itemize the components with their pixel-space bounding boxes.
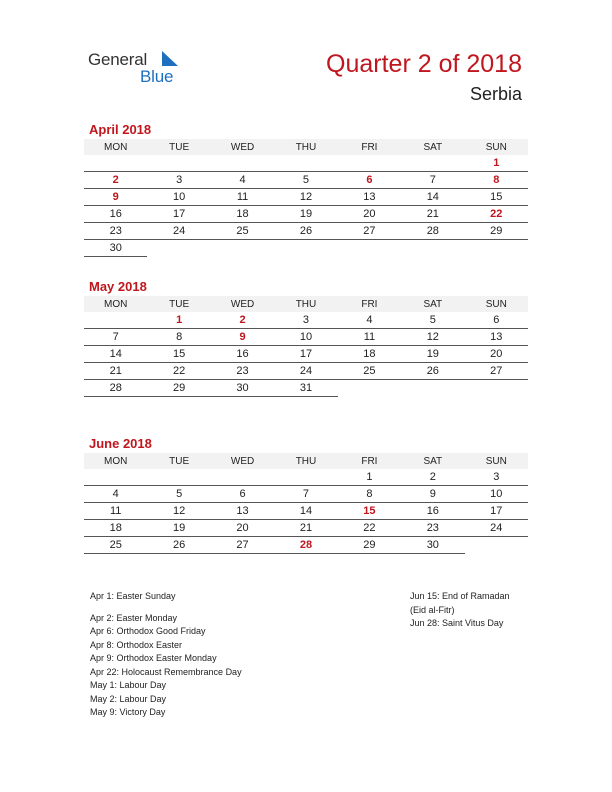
brand-logo xyxy=(88,50,188,90)
day-cell: 8 xyxy=(338,486,401,503)
holiday-note: Apr 6: Orthodox Good Friday xyxy=(90,626,206,636)
page-title: Quarter 2 of 2018 xyxy=(326,50,522,78)
day-cell: 22 xyxy=(465,206,528,223)
weekday-header: SAT xyxy=(401,139,464,155)
day-cell: 28 xyxy=(274,537,337,554)
weekday-header: FRI xyxy=(338,453,401,469)
day-cell: 23 xyxy=(211,363,274,380)
week-row xyxy=(84,363,528,380)
day-cell: 10 xyxy=(465,486,528,503)
brand-word-general: General xyxy=(88,50,148,69)
weekday-header: SUN xyxy=(465,453,528,469)
day-cell: 24 xyxy=(465,520,528,537)
holiday-note: May 9: Victory Day xyxy=(90,707,166,717)
weekday-header: THU xyxy=(274,296,337,312)
day-cell: 10 xyxy=(147,189,210,206)
day-cell: 5 xyxy=(274,172,337,189)
day-cell: 25 xyxy=(338,363,401,380)
weekday-header: WED xyxy=(211,296,274,312)
day-cell: 18 xyxy=(211,206,274,223)
holiday-note: Apr 22: Holocaust Remembrance Day xyxy=(90,666,242,677)
weekday-header: TUE xyxy=(147,453,210,469)
day-cell: 2 xyxy=(401,469,464,486)
day-cell: 29 xyxy=(465,223,528,240)
day-cell: 4 xyxy=(84,486,147,503)
empty-cell xyxy=(401,155,464,172)
day-cell: 20 xyxy=(465,346,528,363)
weekday-header: MON xyxy=(84,296,147,312)
empty-cell xyxy=(401,380,464,397)
day-cell: 19 xyxy=(274,206,337,223)
week-row xyxy=(84,172,528,189)
month-block-april xyxy=(84,121,528,257)
weekday-header: WED xyxy=(211,139,274,155)
weekday-header: FRI xyxy=(338,139,401,155)
month-title: May 2018 xyxy=(89,279,147,294)
week-row xyxy=(84,380,528,397)
month-block-june xyxy=(84,435,528,554)
day-cell: 16 xyxy=(401,503,464,520)
day-cell: 2 xyxy=(84,172,147,189)
empty-cell xyxy=(465,537,528,554)
day-cell: 12 xyxy=(147,503,210,520)
calendar-grid xyxy=(84,453,528,554)
holiday-note: Apr 8: Orthodox Easter xyxy=(90,639,183,650)
day-cell: 1 xyxy=(465,155,528,172)
day-cell: 25 xyxy=(84,537,147,554)
weekday-header-row xyxy=(84,139,528,155)
weekday-header: SAT xyxy=(401,453,464,469)
weekday-header: THU xyxy=(274,453,337,469)
week-row xyxy=(84,223,528,240)
day-cell: 8 xyxy=(465,172,528,189)
weekday-header: WED xyxy=(211,453,274,469)
week-row xyxy=(84,189,528,206)
day-cell: 17 xyxy=(147,206,210,223)
empty-cell xyxy=(274,469,337,486)
day-cell: 6 xyxy=(338,172,401,189)
week-row xyxy=(84,155,528,172)
day-cell: 25 xyxy=(211,223,274,240)
day-cell: 20 xyxy=(211,520,274,537)
day-cell: 29 xyxy=(147,380,210,397)
day-cell: 13 xyxy=(211,503,274,520)
day-cell: 11 xyxy=(338,329,401,346)
day-cell: 31 xyxy=(274,380,337,397)
day-cell: 24 xyxy=(147,223,210,240)
empty-cell xyxy=(84,155,147,172)
flag-icon xyxy=(158,51,180,67)
weekday-header-row xyxy=(84,453,528,469)
day-cell: 4 xyxy=(211,172,274,189)
day-cell: 15 xyxy=(338,503,401,520)
empty-cell xyxy=(274,155,337,172)
day-cell: 11 xyxy=(211,189,274,206)
day-cell: 28 xyxy=(401,223,464,240)
day-cell: 6 xyxy=(211,486,274,503)
day-cell: 30 xyxy=(84,240,147,257)
weekday-header: SAT xyxy=(401,296,464,312)
calendar-grid xyxy=(84,296,528,397)
day-cell: 7 xyxy=(274,486,337,503)
weekday-header: TUE xyxy=(147,296,210,312)
day-cell: 26 xyxy=(401,363,464,380)
empty-cell xyxy=(401,240,464,257)
weekday-header-row xyxy=(84,296,528,312)
empty-cell xyxy=(338,380,401,397)
day-cell: 7 xyxy=(401,172,464,189)
weekday-header: THU xyxy=(274,139,337,155)
day-cell: 19 xyxy=(401,346,464,363)
empty-cell xyxy=(84,469,147,486)
empty-cell xyxy=(211,240,274,257)
day-cell: 27 xyxy=(211,537,274,554)
day-cell: 1 xyxy=(147,312,210,329)
day-cell: 24 xyxy=(274,363,337,380)
day-cell: 8 xyxy=(147,329,210,346)
day-cell: 20 xyxy=(338,206,401,223)
day-cell: 14 xyxy=(84,346,147,363)
day-cell: 18 xyxy=(338,346,401,363)
day-cell: 9 xyxy=(211,329,274,346)
weekday-header: SUN xyxy=(465,296,528,312)
holiday-note: May 1: Labour Day xyxy=(90,680,167,690)
day-cell: 27 xyxy=(338,223,401,240)
day-cell: 21 xyxy=(401,206,464,223)
note-spacer xyxy=(90,604,242,612)
day-cell: 30 xyxy=(211,380,274,397)
holiday-notes-right xyxy=(410,590,510,631)
day-cell: 16 xyxy=(211,346,274,363)
week-row xyxy=(84,486,528,503)
day-cell: 9 xyxy=(401,486,464,503)
day-cell: 5 xyxy=(401,312,464,329)
day-cell: 23 xyxy=(84,223,147,240)
day-cell: 14 xyxy=(401,189,464,206)
day-cell: 21 xyxy=(274,520,337,537)
empty-cell xyxy=(147,155,210,172)
day-cell: 21 xyxy=(84,363,147,380)
day-cell: 1 xyxy=(338,469,401,486)
day-cell: 3 xyxy=(274,312,337,329)
day-cell: 13 xyxy=(338,189,401,206)
holiday-note: (Eid al-Fitr) xyxy=(410,604,455,615)
holiday-note: Apr 1: Easter Sunday xyxy=(90,591,176,601)
day-cell: 7 xyxy=(84,329,147,346)
day-cell: 18 xyxy=(84,520,147,537)
month-title: June 2018 xyxy=(89,436,152,451)
day-cell: 6 xyxy=(465,312,528,329)
day-cell: 14 xyxy=(274,503,337,520)
holiday-notes-left xyxy=(90,590,242,720)
holiday-note: May 2: Labour Day xyxy=(90,693,167,704)
day-cell: 11 xyxy=(84,503,147,520)
week-row xyxy=(84,240,528,257)
day-cell: 4 xyxy=(338,312,401,329)
day-cell: 26 xyxy=(274,223,337,240)
weekday-header: MON xyxy=(84,139,147,155)
week-row xyxy=(84,537,528,554)
empty-cell xyxy=(274,240,337,257)
day-cell: 13 xyxy=(465,329,528,346)
holiday-note: Apr 9: Orthodox Easter Monday xyxy=(90,653,217,663)
day-cell: 5 xyxy=(147,486,210,503)
week-row xyxy=(84,520,528,537)
day-cell: 15 xyxy=(465,189,528,206)
day-cell: 26 xyxy=(147,537,210,554)
empty-cell xyxy=(147,240,210,257)
day-cell: 23 xyxy=(401,520,464,537)
day-cell: 3 xyxy=(147,172,210,189)
empty-cell xyxy=(211,155,274,172)
month-block-may xyxy=(84,278,528,397)
day-cell: 30 xyxy=(401,537,464,554)
day-cell: 15 xyxy=(147,346,210,363)
day-cell: 28 xyxy=(84,380,147,397)
month-title: April 2018 xyxy=(89,122,152,137)
day-cell: 17 xyxy=(465,503,528,520)
day-cell: 22 xyxy=(147,363,210,380)
holiday-note: Apr 2: Easter Monday xyxy=(90,612,178,623)
weekday-header: MON xyxy=(84,453,147,469)
day-cell: 19 xyxy=(147,520,210,537)
day-cell: 29 xyxy=(338,537,401,554)
empty-cell xyxy=(338,240,401,257)
day-cell: 3 xyxy=(465,469,528,486)
empty-cell xyxy=(465,240,528,257)
brand-word-blue: Blue xyxy=(140,67,174,86)
empty-cell xyxy=(84,312,147,329)
weekday-header: SUN xyxy=(465,139,528,155)
empty-cell xyxy=(211,469,274,486)
day-cell: 10 xyxy=(274,329,337,346)
day-cell: 9 xyxy=(84,189,147,206)
country-name: Serbia xyxy=(469,84,522,104)
empty-cell xyxy=(338,155,401,172)
week-row xyxy=(84,312,528,329)
holiday-note: Jun 28: Saint Vitus Day xyxy=(410,618,504,628)
empty-cell xyxy=(465,380,528,397)
week-row xyxy=(84,469,528,486)
weekday-header: FRI xyxy=(338,296,401,312)
day-cell: 12 xyxy=(401,329,464,346)
day-cell: 27 xyxy=(465,363,528,380)
week-row xyxy=(84,329,528,346)
calendar-grid xyxy=(84,139,528,257)
week-row xyxy=(84,206,528,223)
day-cell: 12 xyxy=(274,189,337,206)
holiday-note: Jun 15: End of Ramadan xyxy=(410,591,510,601)
week-row xyxy=(84,503,528,520)
week-row xyxy=(84,346,528,363)
day-cell: 22 xyxy=(338,520,401,537)
empty-cell xyxy=(147,469,210,486)
weekday-header: TUE xyxy=(147,139,210,155)
day-cell: 2 xyxy=(211,312,274,329)
day-cell: 16 xyxy=(84,206,147,223)
day-cell: 17 xyxy=(274,346,337,363)
